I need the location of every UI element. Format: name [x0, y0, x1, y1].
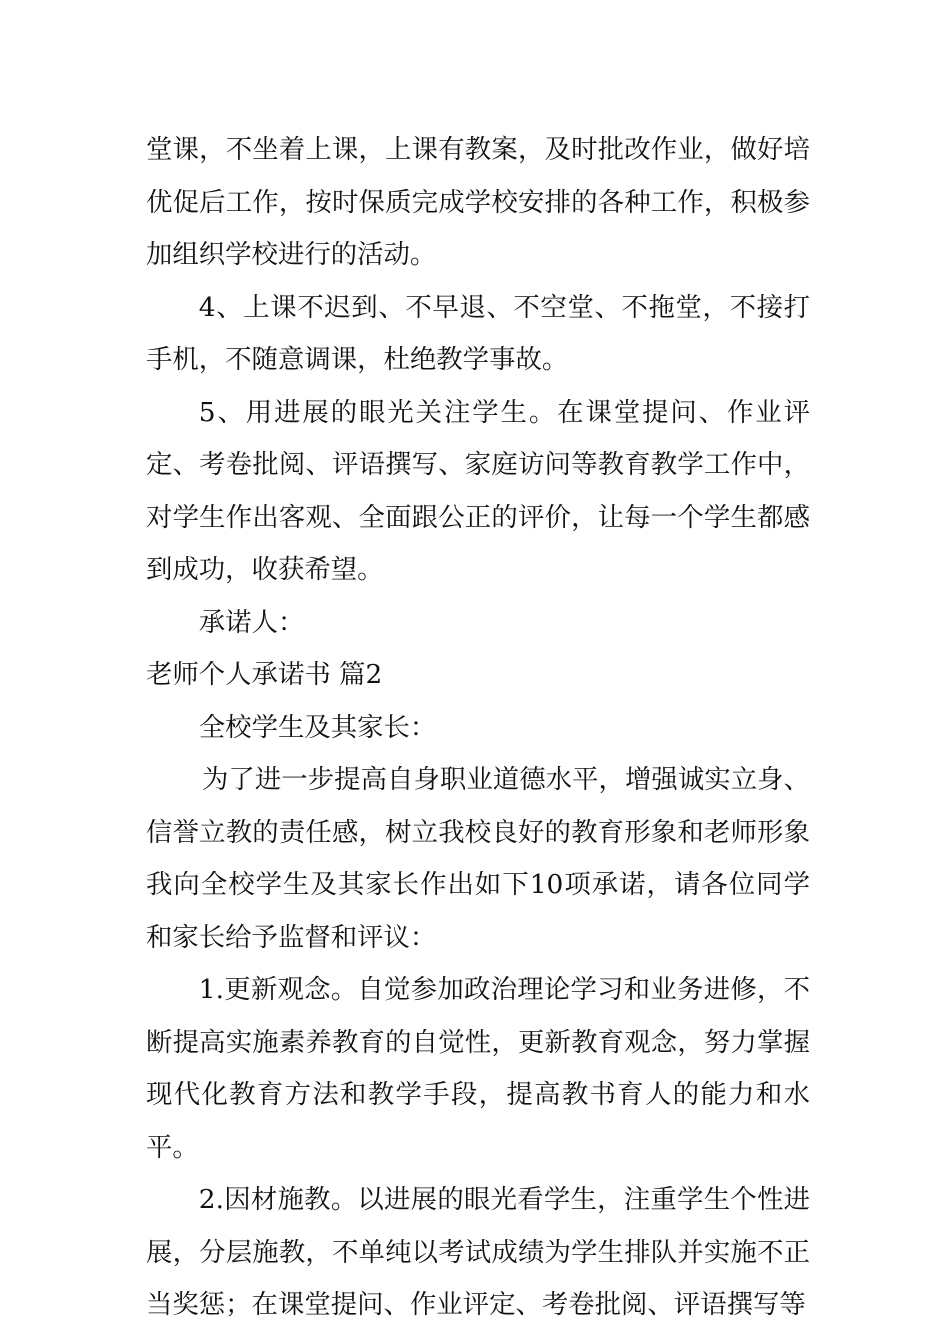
salutation: 全校学生及其家长： [198, 711, 437, 743]
paragraph-item-5: 5、用进展的眼光关注学生。在课堂提问、作业评定、考卷批阅、评语撰写、家庭访问等教育教学工作中，对学生作出客观、全面跟公正的评价，让每一个学生都感到成功，收获希望。 [146, 396, 810, 585]
paragraph-item-1: 1.更新观念。自觉参加政治理论学习和业务进修，不断提高实施素养教育的自觉性，更新教育观念，努力掌握现代化教育方法和教学手段，提高教书育人的能力和水平。 [146, 974, 810, 1163]
paragraph-item-4: 4、上课不迟到、不早退、不空堂、不拖堂，不接打手机，不随意调课，杜绝教学事故。 [146, 291, 810, 375]
paragraph-continuation: 堂课，不坐着上课，上课有教案，及时批改作业，做好培优促后工作，按时保质完成学校安排的各种工作，积极参加组织学校进行的活动。 [146, 134, 810, 270]
signature-line: 承诺人： [198, 606, 305, 638]
paragraph-item-2: 2.因材施教。以进展的眼光看学生，注重学生个性进展，分层施教，不单纯以考试成绩为学生排队并实施不正当奖惩；在课堂提问、作业评定、考卷批阅、评语撰写等 [146, 1184, 810, 1320]
document-body [146, 124, 810, 1332]
section-heading: 老师个人承诺书 篇2 [146, 659, 383, 690]
paragraph-intro: 为了进一步提高自身职业道德水平，增强诚实立身、信誉立教的责任感，树立我校良好的教育形象和老师形象我向全校学生及其家长作出如下10项承诺，请各位同学和家长给予监督和评议： [146, 764, 810, 953]
